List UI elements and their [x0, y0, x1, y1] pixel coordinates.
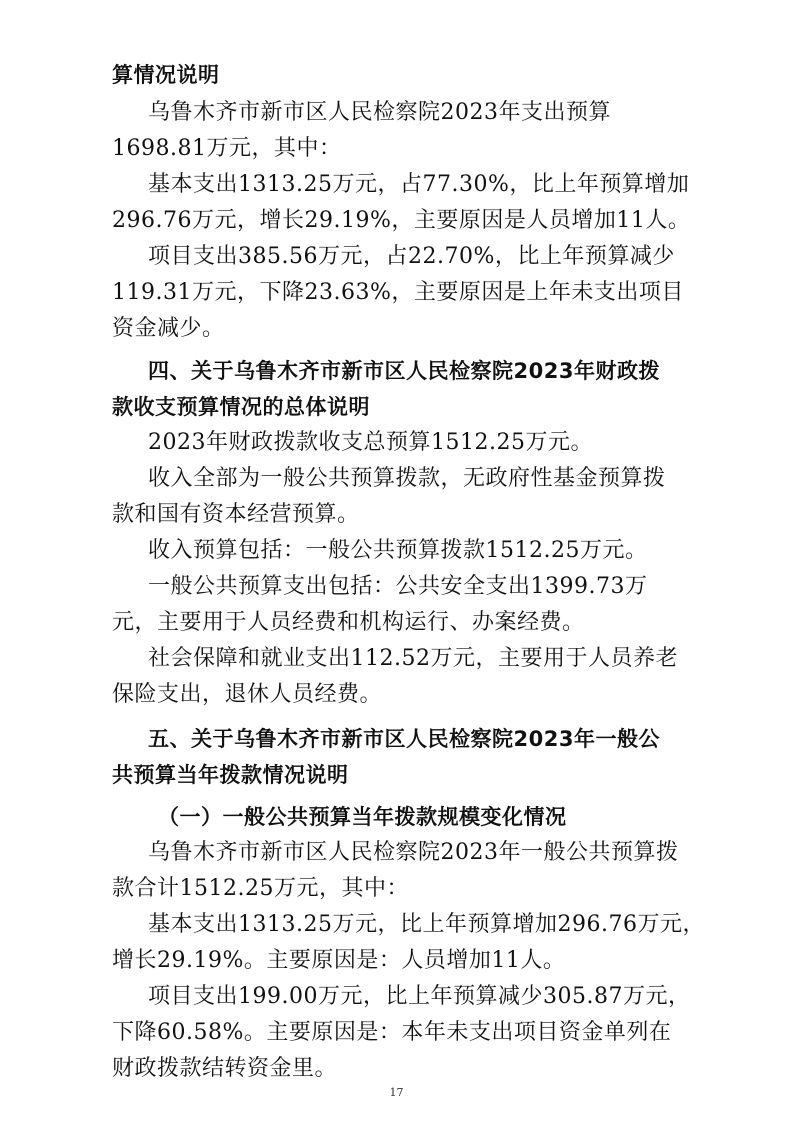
section-heading-five: 五、关于乌鲁木齐市新市区人民检察院2023年一般公: [148, 727, 660, 751]
page-number: 17: [389, 1086, 404, 1099]
subsection-heading: （一）一般公共预算当年拨款规模变化情况: [158, 805, 567, 829]
paragraph-line: 款合计1512.25万元，其中：: [112, 876, 409, 901]
paragraph-line: 保险支出，退休人员经费。: [112, 682, 383, 707]
paragraph-line: 财政拨款结转资金里。: [112, 1056, 338, 1081]
section-heading-continued: 算情况说明: [112, 63, 220, 87]
section-heading-four-cont: 款收支预算情况的总体说明: [112, 395, 370, 419]
paragraph-line: 乌鲁木齐市新市区人民检察院2023年支出预算: [148, 100, 611, 125]
paragraph-line: 基本支出1313.25万元，占77.30%，比上年预算增加: [148, 172, 690, 197]
paragraph-line: 资金减少。: [112, 316, 225, 341]
paragraph-line: 296.76万元，增长29.19%，主要原因是人员增加11人。: [112, 208, 691, 233]
paragraph-line: 下降60.58%。主要原因是：本年未支出项目资金单列在: [112, 1020, 672, 1045]
paragraph-line: 一般公共预算支出包括：公共安全支出1399.73万: [148, 574, 648, 599]
paragraph-line: 收入预算包括：一般公共预算拨款1512.25万元。: [148, 538, 648, 563]
paragraph-line: 1698.81万元，其中：: [112, 136, 342, 161]
paragraph-line: 2023年财政拨款收支总预算1512.25万元。: [148, 430, 593, 455]
paragraph-line: 收入全部为一般公共预算拨款，无政府性基金预算拨: [148, 466, 666, 491]
paragraph-line: 项目支出385.56万元，占22.70%，比上年预算减少: [148, 244, 675, 269]
paragraph-line: 项目支出199.00万元，比上年预算减少305.87万元，: [148, 984, 691, 1009]
paragraph-line: 乌鲁木齐市新市区人民检察院2023年一般公共预算拨: [148, 840, 679, 865]
paragraph-line: 基本支出1313.25万元，比上年预算增加296.76万元，: [148, 912, 705, 937]
paragraph-line: 增长29.19%。主要原因是：人员增加11人。: [112, 948, 566, 973]
section-heading-four: 四、关于乌鲁木齐市新市区人民检察院2023年财政拨: [148, 359, 660, 383]
paragraph-line: 119.31万元，下降23.63%，主要原因是上年未支出项目: [112, 280, 684, 305]
paragraph-line: 款和国有资本经营预算。: [112, 502, 360, 527]
paragraph-line: 社会保障和就业支出112.52万元，主要用于人员养老: [148, 646, 678, 671]
paragraph-line: 元，主要用于人员经费和机构运行、办案经费。: [112, 610, 585, 635]
section-heading-five-cont: 共预算当年拨款情况说明: [112, 763, 349, 787]
